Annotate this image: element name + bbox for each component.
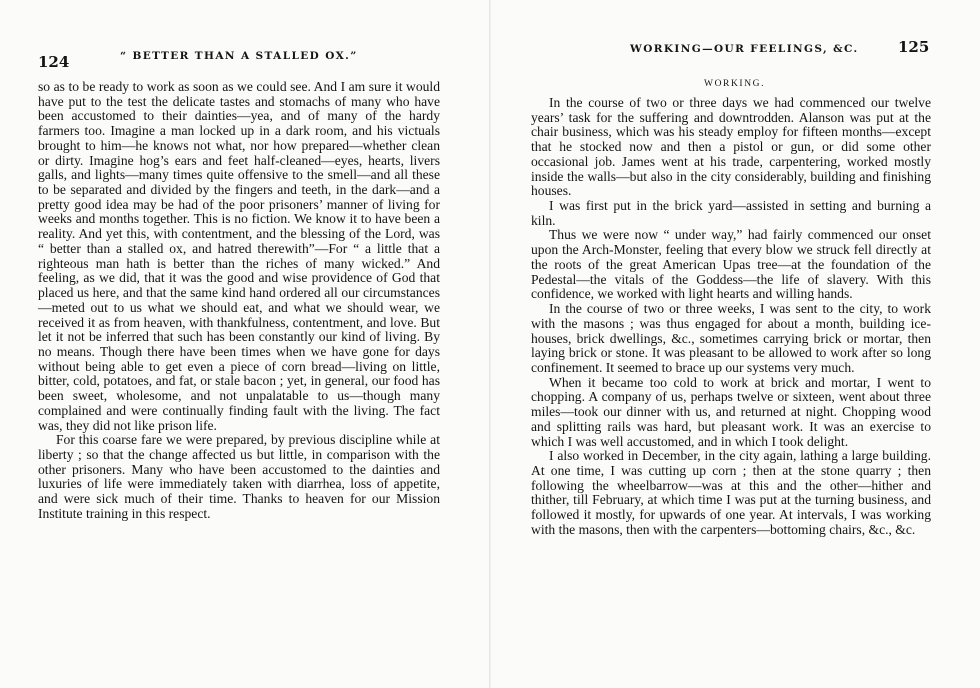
running-head-right: WORKING—OUR FEELINGS, &C. <box>630 43 859 55</box>
paragraph: Thus we were now “ under way,” had fairly commenced our onset upon the Arch-Monster, feeling that every blow we struck fell directly at the roots of the great American Upas tree—at the foundation of the Pedestal—the vitals of the Goddess—the life of slavery. With this confidence, we worked with light hearts and willing hands. <box>531 227 931 302</box>
paragraph: When it became too cold to work at brick and mortar, I went to chopping. A company of us, perhaps twelve or sixteen, went about three miles—took our dinner with us, and returned at night. Chopping wood and splitting rails was hard, but pleasant work. It was an exercise to which I was well accustomed, and in which I took delight. <box>531 374 931 449</box>
paragraph: I was first put in the brick yard—assisted in setting and burning a kiln. <box>531 198 931 228</box>
right-page <box>491 0 980 688</box>
page-number-right: 125 <box>898 38 930 56</box>
paragraph: In the course of two or three weeks, I was sent to the city, to work with the masons ; was thus engaged for about a month, building ice-houses, brick dwellings, &c., sometimes carrying brick or mortar, then laying brick or stone. It was pleasant to be allowed to work after so long confinement. It seemed to brace up our systems very much. <box>531 301 931 375</box>
paragraph: I also worked in December, in the city again, lathing a large building. At one time, I was cutting up corn ; then at the stone quarry ; then following the wheelbarrow—was at this and the other—hither and thither, till February, at which time I was put at the turning business, and followed it mostly, for upwards of one year. At intervals, I was working with the masons, then with the carpenters—bottoming chairs, &c., &c. <box>531 448 931 537</box>
paragraph: so as to be ready to work as soon as we could see. And I am sure it would have put to the test the delicate tastes and stomachs of many who have been accustomed to their dainties—yea, and of many of the hardy farmers too. Imagine a man locked up in a dark room, and his victuals brought to him—he knows not what, nor how prepared—whether clean or dirty. Imagine hog’s ears and feet half-cleaned—eyes, hearts, livers galls, and lights—many times quite offensive to the smell—and all these to be separated and divided by the fingers and teeth, in the dark—and a pretty good idea may be had of the poor prisoners’ manner of living for weeks and months together. This is no fiction. We know it to have been a reality. And yet this, with contentment, and the blessing of the Lord, was “ better than a stalled ox, and hatred therewith”—For “ a little that a righteous man hath is better than the riches of many wicked.” And feeling, as we did, that it was the good and wise providence of God that placed us here, and that the same kind hand ordered all our circumstances—meted out to us what we should eat, and what we should wear, we received it as from heaven, with thankfulness, contentment, and love. But let it not be inferred that such has been constantly our kind of living. By no means. Though there have been times when we have gone for days without being able to get even a piece of corn bread—living on little, bitter, cold, potatoes, and fat, or stale bacon ; yet, in general, our food has been sweet, wholesome, and not unpalatable to us—though many complained and were continually finding fault with the living. The fact was, they did not like prison life. <box>38 79 440 433</box>
left-page <box>0 0 489 688</box>
section-heading: WORKING. <box>704 79 766 89</box>
running-head-left: “ BETTER THAN A STALLED OX.” <box>120 50 358 62</box>
right-page-text <box>531 96 931 538</box>
paragraph: In the course of two or three days we had commenced our twelve years’ task for the suffering and downtrodden. Alanson was put at the chair business, which was his steady employ for fifteen months—except that he stocked now and then a pistol or gun, or did some other occasional job. James went at his trade, carpentering, worked mostly inside the walls—but also in the city considerably, building and finishing houses. <box>531 95 931 199</box>
left-page-text <box>38 80 440 522</box>
page-number-left: 124 <box>38 53 70 71</box>
paragraph: For this coarse fare we were prepared, by previous discipline while at liberty ; so that the change affected us but little, in comparison with the other prisoners. Many who have been accustomed to the dainties and luxuries of life were immediately taken with diarrhea, loss of appetite, and were sick much of their time. Thanks to heaven for our Mission Institute training in this respect. <box>38 432 440 521</box>
